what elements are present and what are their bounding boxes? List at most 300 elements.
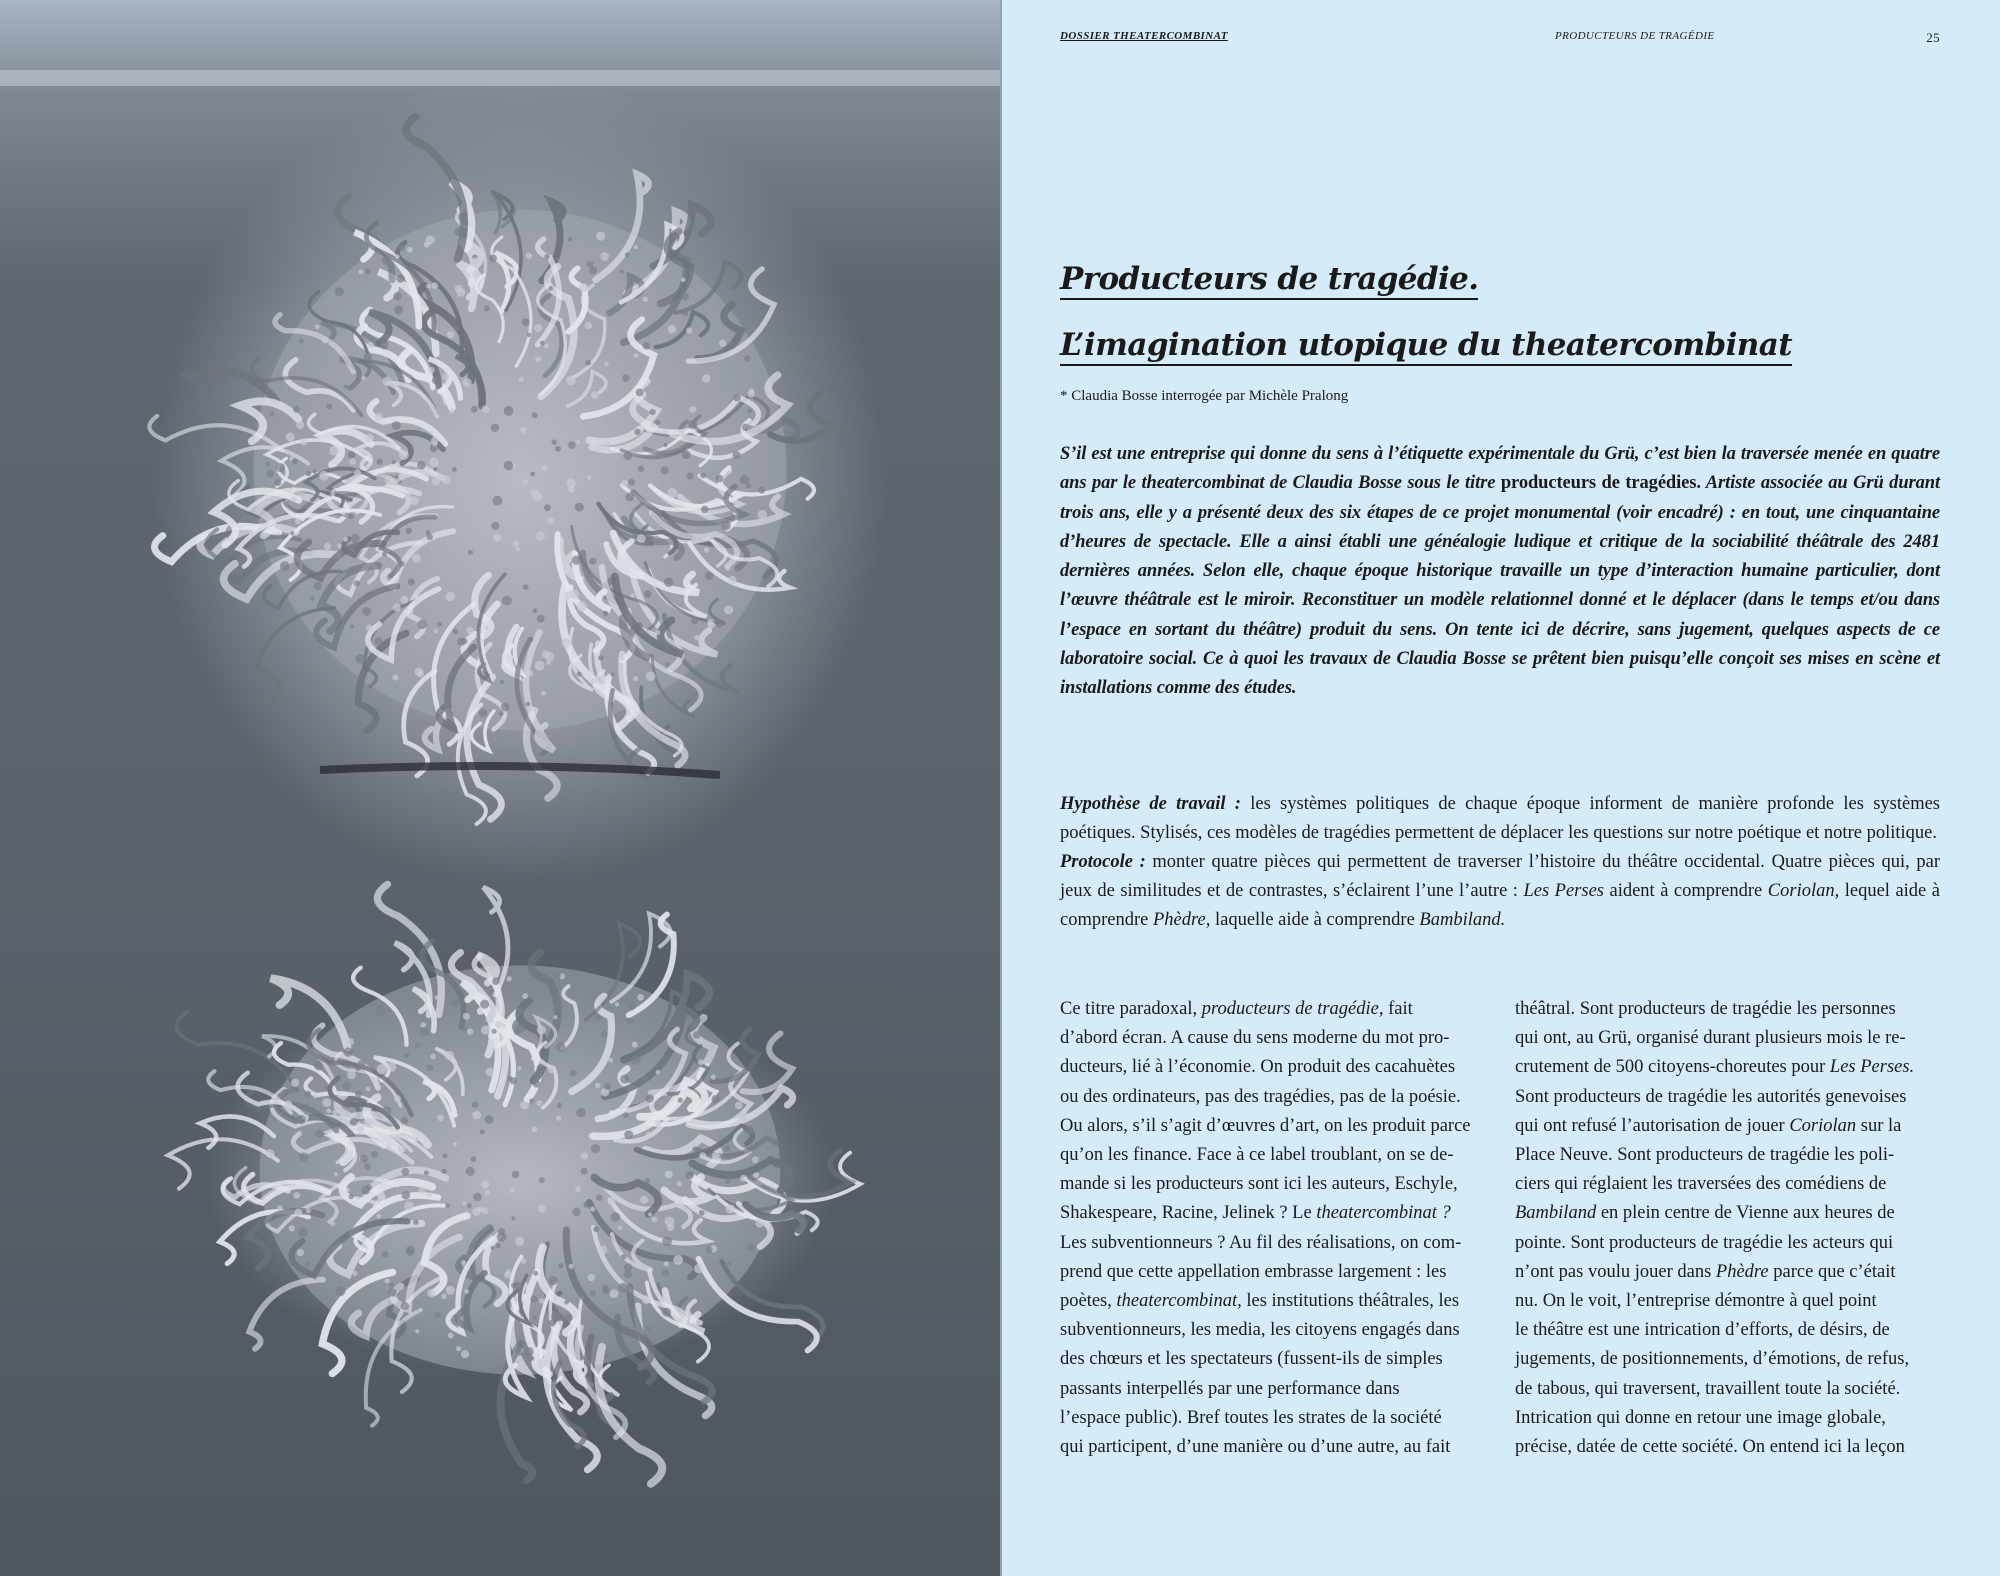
- photo-granule: [406, 1246, 415, 1255]
- photo-granule: [644, 590, 652, 598]
- photo-granule: [424, 1170, 429, 1175]
- photo-granule: [551, 1312, 560, 1321]
- photo-granule: [735, 1102, 743, 1110]
- photo-granule: [548, 1276, 557, 1285]
- photo-granule: [540, 341, 545, 346]
- photo-granule: [489, 255, 497, 263]
- photo-granule: [637, 534, 646, 543]
- photo-granule: [393, 292, 401, 300]
- photo-granule: [536, 1100, 542, 1106]
- photo-granule: [524, 1347, 534, 1357]
- photo-granule: [726, 1204, 735, 1213]
- photo-granule: [473, 1193, 482, 1202]
- photo-granule: [757, 510, 767, 520]
- body-text: prend que cette appellation embrasse largement : les: [1060, 1261, 1447, 1282]
- photo-granule: [471, 406, 478, 413]
- photo-granule: [510, 1188, 515, 1193]
- photo-granule: [452, 467, 457, 472]
- photo-granule: [280, 561, 290, 571]
- photo-granule: [342, 1082, 351, 1091]
- photo-granule: [620, 656, 625, 661]
- photo-granule: [575, 1186, 581, 1192]
- photo-granule: [591, 391, 599, 399]
- page-number: 25: [1926, 30, 1940, 45]
- body-line: [1060, 1345, 1478, 1374]
- photo-granule: [326, 321, 331, 326]
- body-text: Les subventionneurs ? Au fil des réalisations, on com-: [1060, 1232, 1462, 1253]
- photo-granule: [512, 1171, 520, 1179]
- photo-granule: [539, 1177, 545, 1183]
- photo-granule: [681, 277, 686, 282]
- body-text: qui participent, d’une manière ou d’une autre, au fait: [1060, 1437, 1451, 1458]
- text-page: [1000, 0, 2000, 1576]
- photo-granule: [504, 461, 514, 471]
- photo-granule: [745, 1126, 753, 1134]
- photo-granule: [604, 1353, 609, 1358]
- photo-granule: [572, 1208, 580, 1216]
- photo-granule: [434, 1312, 441, 1319]
- photo-granule: [374, 637, 383, 646]
- photo-granule: [354, 469, 361, 476]
- photo-granule: [368, 342, 374, 348]
- photo-granule: [678, 1098, 683, 1103]
- photo-granule: [726, 566, 731, 571]
- photo-granule: [382, 377, 391, 386]
- photo-granule: [665, 1170, 673, 1178]
- photo-granule: [601, 1031, 608, 1038]
- photo-granule: [442, 475, 451, 484]
- photo-granule: [706, 1246, 713, 1253]
- photo-granule: [752, 1156, 759, 1163]
- photo-granule: [480, 1129, 485, 1134]
- photo-granule: [277, 1205, 282, 1210]
- photo-granule: [413, 1220, 418, 1225]
- photo-granule: [520, 427, 526, 433]
- photo-granule: [334, 1172, 338, 1176]
- photo-granule: [447, 331, 454, 338]
- photo-granule: [627, 1002, 636, 1011]
- photo-granule: [664, 443, 668, 447]
- photo-granule: [585, 322, 592, 329]
- body-line: [1515, 1258, 1933, 1287]
- body-line: [1515, 1083, 1933, 1112]
- italic-title: Phèdre: [1715, 1261, 1769, 1282]
- photo-granule: [755, 1218, 764, 1227]
- photo-granule: [547, 517, 554, 524]
- photo-granule: [329, 446, 339, 456]
- photo-granule: [535, 356, 541, 362]
- photo-granule: [611, 672, 615, 676]
- photo-granule: [430, 1054, 436, 1060]
- body-text: jugements, de positionnements, d’émotions, de refus,: [1515, 1349, 1910, 1370]
- photo-granule: [348, 451, 356, 459]
- photo-granule: [496, 1243, 501, 1248]
- photo-granule: [441, 1294, 446, 1299]
- photo-granule: [544, 254, 550, 260]
- body-line: [1060, 1375, 1478, 1404]
- photo-granule: [526, 253, 532, 259]
- photo-granule: [401, 596, 409, 604]
- photo-granule: [590, 679, 595, 684]
- body-text: théâtral. Sont producteurs de tragédie les personnes: [1515, 999, 1896, 1019]
- italic-title: producteurs de tragédie,: [1201, 999, 1384, 1019]
- photo-granule: [398, 244, 405, 251]
- photo-granule: [387, 1062, 397, 1072]
- body-line: [1060, 1141, 1478, 1170]
- photo-granule: [293, 406, 300, 413]
- photo-granule: [519, 377, 524, 382]
- photo-granule: [482, 405, 490, 413]
- body-line: [1060, 1229, 1478, 1258]
- photo-tendril: [189, 371, 276, 401]
- photo-granule: [313, 1094, 318, 1099]
- photo-granule: [412, 554, 421, 563]
- photo-granule: [556, 1116, 561, 1121]
- photo-granule: [364, 1163, 371, 1170]
- photo-granule: [645, 1094, 654, 1103]
- photo-granule: [529, 1098, 534, 1103]
- photo-granule: [648, 1213, 652, 1217]
- photo-granule: [545, 652, 554, 661]
- photo-granule: [352, 1271, 357, 1276]
- photo-granule: [434, 995, 438, 999]
- photo-granule: [380, 341, 389, 350]
- photo-granule: [290, 531, 294, 535]
- photo-granule: [575, 503, 584, 512]
- photo-granule: [462, 1026, 467, 1031]
- photo-granule: [354, 580, 360, 586]
- photo-granule: [631, 1055, 641, 1065]
- photo-granule: [726, 413, 731, 418]
- photo-granule: [365, 434, 374, 443]
- photo-granule: [490, 1246, 494, 1250]
- photo-granule: [432, 376, 441, 385]
- photo-granule: [638, 466, 644, 472]
- body-text: ducteurs, lié à l’économie. On produit des cacahuètes: [1060, 1057, 1456, 1078]
- photo-granule: [576, 1108, 585, 1117]
- photo-granule: [433, 441, 438, 446]
- body-line: [1515, 1433, 1933, 1462]
- photo-granule: [462, 638, 468, 644]
- photo-granule: [428, 367, 435, 374]
- body-text: n’ont pas voulu jouer dans: [1515, 1261, 1716, 1282]
- photo-granule: [394, 306, 403, 315]
- photo-granule: [362, 607, 371, 616]
- photo-granule: [298, 1228, 307, 1237]
- photo-granule: [456, 1346, 461, 1351]
- photo-granule: [596, 232, 605, 241]
- photo-granule: [472, 270, 479, 277]
- protocol-text: monter quatre pièces qui permettent de traverser l’histoire du théâtre occidental. Quatre pièces qui, par jeux de similitudes et de contrastes, s’éclairent l’une l’autre :: [1060, 852, 1940, 901]
- photo-granule: [351, 534, 360, 543]
- photo-granule: [570, 1070, 577, 1077]
- photo-granule: [568, 237, 573, 242]
- body-text: subventionneurs, les media, les citoyens engagés dans: [1060, 1320, 1460, 1341]
- photo-granule: [426, 1064, 433, 1071]
- photo-granule: [623, 1112, 629, 1118]
- photo-granule: [530, 1295, 537, 1302]
- photo-granule: [292, 459, 298, 465]
- photo-granule: [314, 582, 322, 590]
- photo-granule: [537, 1064, 546, 1073]
- photo-granule: [527, 333, 531, 337]
- photo-granule: [448, 1333, 454, 1339]
- body-text: d’abord écran. A cause du sens moderne du mot pro-: [1060, 1028, 1450, 1049]
- photo-granule: [622, 374, 630, 382]
- photo-granule: [358, 269, 363, 274]
- photo-granule: [433, 467, 437, 471]
- photo-granule: [415, 667, 424, 676]
- photo-granule: [306, 471, 312, 477]
- photo-granule: [401, 1117, 409, 1125]
- photo-granule: [733, 394, 741, 402]
- body-text: de tabous, qui traversent, travaillent toute la société.: [1515, 1378, 1901, 1399]
- photo-granule: [491, 522, 499, 530]
- photo-granule: [548, 286, 553, 291]
- photo-granule: [701, 506, 709, 514]
- photo-granule: [539, 1298, 544, 1303]
- photo-granule: [445, 1203, 450, 1208]
- photo-granule: [493, 534, 501, 542]
- photo-granule: [463, 378, 472, 387]
- photo-granule: [507, 1076, 512, 1081]
- photo-granule: [453, 629, 458, 634]
- italic-title: Coriolan: [1789, 1115, 1857, 1136]
- body-line: [1515, 1287, 1933, 1316]
- photo-granule: [392, 460, 396, 464]
- photo-granule: [376, 458, 382, 464]
- photo-granule: [504, 1272, 510, 1278]
- photo-granule: [350, 624, 354, 628]
- photo-granule: [687, 473, 694, 480]
- photo-granule: [655, 630, 660, 635]
- photo-granule: [662, 1237, 672, 1247]
- photo-granule: [583, 1202, 589, 1208]
- photo-granule: [305, 1262, 310, 1267]
- photo-granule: [558, 1263, 564, 1269]
- photo-granule: [530, 472, 535, 477]
- photo-granule: [695, 1240, 700, 1245]
- photo-granule: [646, 1327, 651, 1332]
- photo-granule: [536, 532, 545, 541]
- photo-granule: [461, 1350, 469, 1358]
- photo-granule: [453, 1142, 457, 1146]
- photo-granule: [377, 1064, 387, 1074]
- photo-granule: [537, 1359, 547, 1369]
- photo-granule: [392, 674, 398, 680]
- photo-granule: [265, 462, 270, 467]
- photo-granule: [385, 1278, 390, 1283]
- photo-granule: [335, 287, 344, 296]
- photo-granule: [404, 1201, 413, 1210]
- photo-granule: [593, 1226, 599, 1232]
- photo-granule: [366, 1184, 372, 1190]
- photo-granule: [643, 1076, 648, 1081]
- photo-granule: [446, 1286, 455, 1295]
- photo-granule: [649, 409, 655, 415]
- photo-granule: [394, 1095, 401, 1102]
- photo-granule: [532, 412, 538, 418]
- photo-granule: [315, 324, 320, 329]
- photo-granule: [534, 324, 542, 332]
- photo-granule: [365, 268, 371, 274]
- photo-granule: [604, 362, 609, 367]
- photo-granule: [610, 1289, 619, 1298]
- body-line: [1060, 1053, 1478, 1082]
- photo-granule: [640, 1196, 648, 1204]
- photo-granule: [628, 479, 635, 486]
- photo-granule: [566, 376, 576, 386]
- photo-granule: [526, 702, 531, 707]
- body-line: [1515, 1229, 1933, 1258]
- photo-granule: [315, 1129, 324, 1138]
- body-text: des chœurs et les spectateurs (fussent-ils de simples: [1060, 1349, 1443, 1370]
- body-line: [1515, 1316, 1933, 1345]
- photo-granule: [727, 1262, 731, 1266]
- italic-title: theatercombinat,: [1116, 1291, 1242, 1312]
- photo-granule: [602, 1284, 609, 1291]
- photo-granule: [305, 1091, 312, 1098]
- photo-granule: [319, 471, 329, 481]
- photo-granule: [544, 343, 549, 348]
- photo-granule: [643, 297, 648, 302]
- photo-granule: [665, 662, 669, 666]
- photo-granule: [698, 1059, 704, 1065]
- photo-granule: [420, 1027, 429, 1036]
- photo-granule: [726, 1179, 731, 1184]
- intro-series-title: producteurs de tragédies.: [1500, 473, 1701, 494]
- photo-granule: [467, 1028, 473, 1034]
- photo-granule: [457, 288, 466, 297]
- photo-granule: [425, 235, 434, 244]
- photo-granule: [366, 1087, 371, 1092]
- photo-granule: [517, 1066, 521, 1070]
- photo-granule: [330, 492, 335, 497]
- photo-seam: [320, 766, 720, 775]
- body-line: [1060, 1024, 1478, 1053]
- photo-granule: [637, 994, 644, 1001]
- body-line: [1515, 1053, 1933, 1082]
- article-title: [1060, 250, 1940, 382]
- photo-granule: [443, 1153, 448, 1158]
- photo-granule: [589, 558, 596, 565]
- photo-granule: [530, 489, 539, 498]
- photo-granule: [270, 412, 274, 416]
- photo-granule: [471, 258, 479, 266]
- photo-granule: [587, 261, 594, 268]
- photo-granule: [414, 1137, 419, 1142]
- photo-granule: [300, 438, 307, 445]
- body-text: l’espace public). Bref toutes les strates de la société: [1060, 1407, 1442, 1428]
- photo-granule: [366, 625, 373, 632]
- photo-granule: [437, 622, 442, 627]
- photo-granule: [565, 1314, 572, 1321]
- body-text: sur la: [1856, 1115, 1902, 1136]
- title-line-2: L’imagination utopique du theatercombinat: [1060, 326, 1792, 366]
- photo-granule: [564, 1300, 569, 1305]
- photo-granule: [291, 1079, 299, 1087]
- photo-granule: [619, 269, 623, 273]
- body-text: les institutions théâtrales, les: [1241, 1291, 1460, 1312]
- photo-granule: [432, 478, 440, 486]
- photo-granule: [376, 1007, 386, 1017]
- photo-granule: [618, 1226, 622, 1230]
- photo-granule: [515, 1023, 525, 1033]
- intro-paragraph: [1060, 440, 1940, 704]
- body-text: Intrication qui donne en retour une image globale,: [1515, 1407, 1886, 1428]
- hypothesis-paragraph: [1060, 790, 1940, 848]
- photo-granule: [349, 1194, 354, 1199]
- photo-granule: [362, 1237, 366, 1241]
- body-line: [1515, 1141, 1933, 1170]
- hypothesis-block: [1060, 790, 1940, 935]
- photo-granule: [694, 635, 700, 641]
- photo-granule: [520, 1101, 529, 1110]
- photo-granule: [551, 439, 557, 445]
- photo-granule: [642, 1295, 651, 1304]
- body-text: précise, datée de cette société. On entend ici la leçon: [1515, 1437, 1905, 1458]
- photo-granule: [429, 457, 439, 467]
- body-text: ciers qui réglaient les traversées des comédiens de: [1515, 1174, 1887, 1195]
- photo-granule: [636, 389, 644, 397]
- photo-granule: [568, 441, 576, 449]
- body-column-left: [1060, 995, 1478, 1462]
- photo-granule: [533, 1316, 537, 1320]
- photo-granule: [376, 1214, 381, 1219]
- body-text: nu. On le voit, l’entreprise démontre à quel point: [1515, 1291, 1877, 1312]
- photo-granule: [753, 1172, 759, 1178]
- photo-granule: [634, 245, 638, 249]
- photo-granule: [690, 406, 697, 413]
- photo-granule: [501, 703, 510, 712]
- body-text: qu’on les finance. Face à ce label troublant, on se de-: [1060, 1145, 1454, 1166]
- photo-granule: [421, 1022, 426, 1027]
- photo-granule: [306, 1208, 311, 1213]
- photo-granule: [533, 1271, 538, 1276]
- photo-granule: [375, 413, 383, 421]
- photo-granule: [355, 1091, 362, 1098]
- photo-granule: [716, 619, 724, 627]
- photo-granule: [492, 977, 500, 985]
- photo-granule: [507, 976, 512, 981]
- italic-title: Les Perses.: [1829, 1057, 1915, 1078]
- photo-granule: [630, 593, 635, 598]
- photo-granule: [608, 1197, 616, 1205]
- photo-granule: [485, 1190, 490, 1195]
- photo-granule: [598, 655, 603, 660]
- photo-granule: [480, 1000, 489, 1009]
- photo-granule: [634, 429, 640, 435]
- photo-granule: [396, 274, 405, 283]
- photo-granule: [704, 547, 710, 553]
- photo-granule: [611, 1212, 621, 1222]
- photo-granule: [665, 1217, 675, 1227]
- byline: * Claudia Bosse interrogée par Michèle Pralong: [1060, 388, 1349, 404]
- photo-granule: [361, 375, 366, 380]
- photo-granule: [532, 1126, 538, 1132]
- photo-tendril: [177, 1012, 298, 1090]
- photo-granule: [299, 339, 304, 344]
- photo-granule: [542, 465, 548, 471]
- hypothesis-text: les systèmes politiques de chaque époque informent de manière profonde les systèmes poétiques. Stylisés, ces modèles de tragédies permettent de déplacer les questions sur notre poétique et notre politique.: [1060, 794, 1940, 843]
- photo-granule: [492, 1029, 497, 1034]
- photo-granule: [529, 637, 534, 642]
- photo-granule: [537, 1025, 546, 1034]
- photo-granule: [479, 709, 487, 717]
- photo-granule: [467, 1203, 472, 1208]
- photo-granule: [502, 596, 512, 606]
- photo-granule: [677, 1181, 682, 1186]
